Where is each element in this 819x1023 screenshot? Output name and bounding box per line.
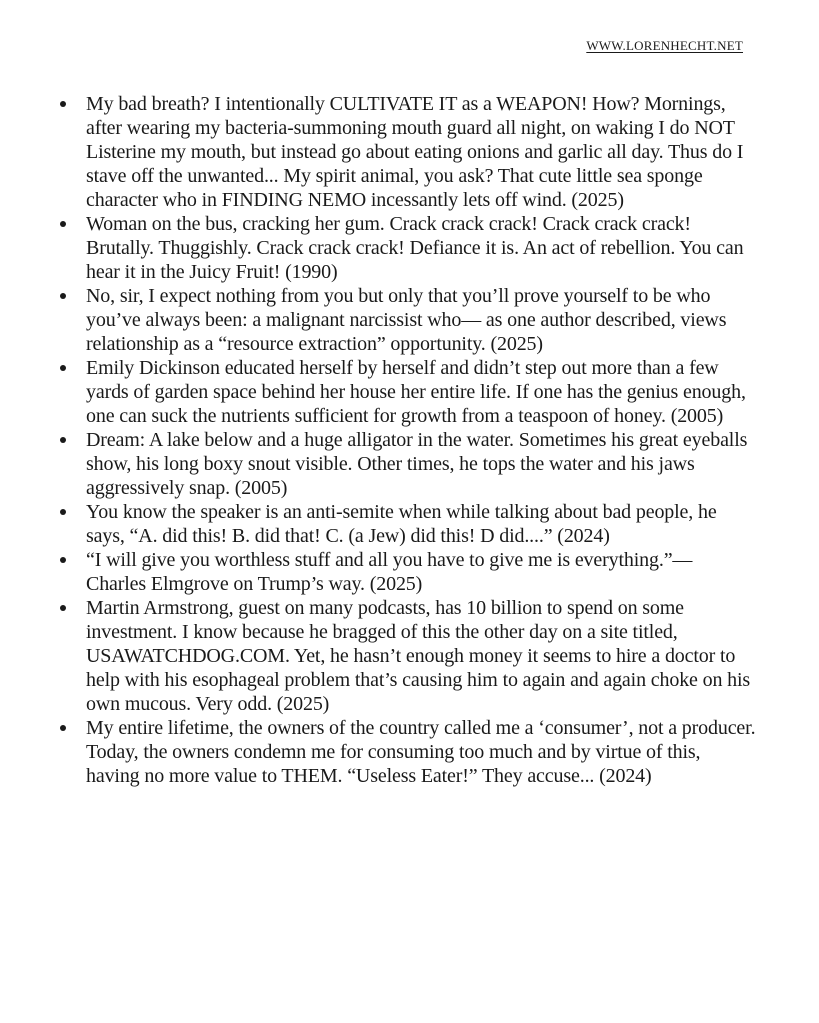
bullet-icon xyxy=(60,725,66,731)
bullet-icon xyxy=(60,509,66,515)
entry-text: Martin Armstrong, guest on many podcasts, has 10 billion to spend on some investment. I know because he bragged of this the other day on a site titled, USAWATCHDOG.COM. Yet, he hasn’t enough money it seems to hire a doctor to help with his esophageal problem that’s causing him to again and again choke on his own mucous. Very odd. (2025) xyxy=(86,597,751,715)
entry-text: Woman on the bus, cracking her gum. Crack crack crack! Crack crack crack! Brutally. Thuggishly. Crack crack crack! Defiance it is. An act of rebellion. You can hear it in the Juicy Fruit! (1990) xyxy=(86,213,744,283)
entry-text: No, sir, I expect nothing from you but only that you’ll prove yourself to be who you’ve always been: a malignant narcissist who— as one author described, views relationship as a “resource extraction” opportunity. (2025) xyxy=(86,285,727,355)
list-item xyxy=(56,92,756,212)
list-item xyxy=(56,716,756,788)
entry-text: Dream: A lake below and a huge alligator in the water. Sometimes his great eyeballs show, his long boxy snout visible. Other times, he tops the water and his jaws aggressively snap. (2005) xyxy=(86,429,748,499)
bullet-icon xyxy=(60,557,66,563)
entry-text: “I will give you worthless stuff and all you have to give me is everything.”— Charles Elmgrove on Trump’s way. (2025) xyxy=(86,549,693,595)
entry-text: You know the speaker is an anti-semite when while talking about bad people, he says, “A. did this! B. did that! C. (a Jew) did this! D did....” (2024) xyxy=(86,501,717,547)
list-item xyxy=(56,212,756,284)
bullet-icon xyxy=(60,437,66,443)
bullet-icon xyxy=(60,293,66,299)
entry-text: My bad breath? I intentionally CULTIVATE IT as a WEAPON! How? Mornings, after wearing my bacteria-summoning mouth guard all night, on waking I do NOT Listerine my mouth, but instead go about eating onions and garlic all day. Thus do I stave off the unwanted... My spirit animal, you ask? That cute little sea sponge character who in FINDING NEMO incessantly lets off wind. (2025) xyxy=(86,93,744,211)
bullet-icon xyxy=(60,605,66,611)
list-item xyxy=(56,428,756,500)
site-url[interactable]: WWW.LORENHECHT.NET xyxy=(586,38,743,53)
bullet-icon xyxy=(60,365,66,371)
bullet-icon xyxy=(60,221,66,227)
bullet-icon xyxy=(60,101,66,107)
list-item xyxy=(56,596,756,716)
journal-entry-list xyxy=(56,92,756,788)
list-item xyxy=(56,284,756,356)
entry-text: Emily Dickinson educated herself by herself and didn’t step out more than a few yards of garden space behind her house her entire life. If one has the genius enough, one can suck the nutrients sufficient for growth from a teaspoon of honey. (2005) xyxy=(86,357,746,427)
list-item xyxy=(56,356,756,428)
list-item xyxy=(56,548,756,596)
list-item xyxy=(56,500,756,548)
entry-text: My entire lifetime, the owners of the country called me a ‘consumer’, not a producer. Today, the owners condemn me for consuming too much and by virtue of this, having no more value to THEM. “Useless Eater!” They accuse... (2024) xyxy=(86,717,756,787)
